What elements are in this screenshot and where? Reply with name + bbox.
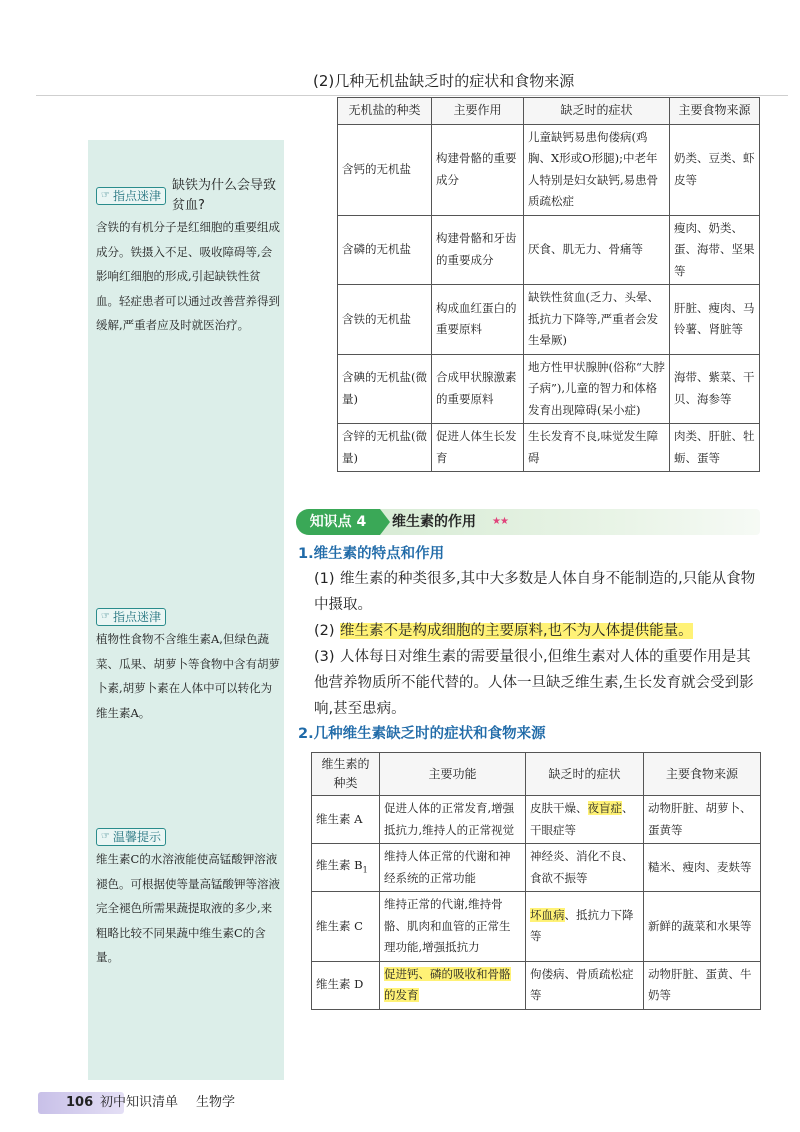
table-cell: 海带、紫菜、干贝、海参等: [670, 354, 760, 424]
point-number: (3): [314, 649, 335, 665]
column-header: 维生素的种类: [312, 753, 380, 796]
tip-tag-label: 温馨提示: [112, 830, 161, 844]
table-cell: [312, 844, 380, 892]
knowledge-point-banner: [296, 509, 760, 535]
table-cell: 促进人体的正常发育,增强抵抗力,维持人的正常视觉: [380, 796, 526, 844]
point-number: (2): [314, 623, 335, 639]
table-cell: 厌食、肌无力、骨痛等: [524, 215, 670, 285]
table-row: [338, 285, 760, 355]
table-row: [312, 844, 761, 892]
tip-iron-anemia: [96, 176, 282, 338]
section-title: (2)几种无机盐缺乏时的症状和食物来源: [313, 72, 575, 90]
table-cell: 含钙的无机盐: [338, 124, 432, 215]
table-cell: 维持正常的代谢,维持骨骼、肌肉和血管的正常生理功能,增强抵抗力: [380, 892, 526, 962]
table-cell: 维生素 A: [312, 796, 380, 844]
tip-vitamin-a: [96, 608, 282, 725]
symptom-highlight: 夜盲症: [587, 801, 622, 815]
symptom-text: 、干眼症等: [530, 801, 634, 837]
column-header: 主要功能: [380, 753, 526, 796]
table-cell: 糙米、瘦肉、麦麸等: [644, 844, 761, 892]
tip-question: 缺铁为什么会导致贫血?: [171, 178, 276, 213]
tip-tag: [96, 828, 166, 846]
table-row: [338, 354, 760, 424]
table-row: [312, 892, 761, 962]
column-header: 主要食物来源: [644, 753, 761, 796]
table-cell: 维生素 D: [312, 961, 380, 1009]
table-cell: 瘦肉、奶类、蛋、海带、坚果等: [670, 215, 760, 285]
pointer-icon: ☞: [101, 611, 110, 622]
table-cell: 肉类、肝脏、牡蛎、蛋等: [670, 424, 760, 472]
point-3: [314, 644, 759, 722]
page-number: 106: [66, 1095, 94, 1110]
book-title: 初中知识清单: [100, 1095, 179, 1110]
column-header: 缺乏时的症状: [526, 753, 644, 796]
point-text: 维生素的种类很多,其中大多数是人体自身不能制造的,只能从食物中摄取。: [314, 571, 756, 613]
column-header: 缺乏时的症状: [524, 98, 670, 125]
table-cell: 含铁的无机盐: [338, 285, 432, 355]
subsection-title: 1.维生素的特点和作用: [298, 546, 445, 562]
difficulty-stars: ★★: [492, 516, 508, 527]
table-cell: 含磷的无机盐: [338, 215, 432, 285]
table-cell: 神经炎、消化不良、食欲不振等: [526, 844, 644, 892]
table-cell: 含碘的无机盐(微量): [338, 354, 432, 424]
table-row: [338, 215, 760, 285]
table-cell: 生长发育不良,味觉发生障碍: [524, 424, 670, 472]
table-cell: 含锌的无机盐(微量): [338, 424, 432, 472]
vitamin-table: [311, 752, 761, 1010]
vitamin-name: 维生素 B: [316, 857, 363, 872]
tip-body: 维生素C的水溶液能使高锰酸钾溶液褪色。可根据使等量高锰酸钾等溶液完全褪色所需果蔬提取液的多少,来粗略比较不同果蔬中维生素C的含量。: [96, 852, 280, 964]
table-cell: [380, 961, 526, 1009]
point-text: 人体每日对维生素的需要量很小,但维生素对人体的重要作用是其他营养物质所不能代替的。人体一旦缺乏维生素,生长发育就会受到影响,甚至患病。: [314, 649, 754, 717]
tip-header: [96, 176, 282, 216]
tip-tag-label: 指点迷津: [112, 189, 161, 203]
table-cell: 肝脏、瘦肉、马铃薯、肾脏等: [670, 285, 760, 355]
table-cell: 动物肝脏、胡萝卜、蛋黄等: [644, 796, 761, 844]
tip-tag: [96, 187, 166, 205]
symptom-highlight: 坏血病: [530, 907, 565, 922]
table-cell: 构建骨骼的重要成分: [432, 124, 524, 215]
table-cell: 维生素 C: [312, 892, 380, 962]
point-number: (1): [314, 571, 335, 587]
table-row: [312, 961, 761, 1009]
tip-tag-label: 指点迷津: [112, 610, 161, 624]
point-text-highlight: 维生素不是构成细胞的主要原料,也不为人体提供能量。: [340, 623, 693, 639]
mineral-table: [337, 97, 760, 472]
table-cell: 合成甲状腺激素的重要原料: [432, 354, 524, 424]
knowledge-point-tag: 知识点 4: [296, 509, 380, 535]
pointer-icon: ☞: [101, 831, 110, 842]
subject-name: 生物学: [196, 1095, 236, 1110]
tip-tag: [96, 608, 166, 626]
column-header: 无机盐的种类: [338, 98, 432, 125]
table-cell: 构成血红蛋白的重要原料: [432, 285, 524, 355]
tip-body: 含铁的有机分子是红细胞的重要组成成分。铁摄入不足、吸收障碍等,会影响红细胞的形成,引起缺铁性贫血。轻症患者可以通过改善营养得到缓解,严重者应及时就医治疗。: [96, 220, 280, 332]
point-1: [314, 566, 759, 618]
knowledge-point-title: 维生素的作用: [392, 514, 476, 530]
table-cell: 维持人体正常的代谢和神经系统的正常功能: [380, 844, 526, 892]
table-header-row: [312, 753, 761, 796]
table-cell: 促进人体生长发育: [432, 424, 524, 472]
table-cell: 缺铁性贫血(乏力、头晕、抵抗力下降等,严重者会发生晕厥): [524, 285, 670, 355]
table-row: [312, 796, 761, 844]
table-row: [338, 424, 760, 472]
tip-vitamin-c: [96, 828, 282, 970]
tip-body: 植物性食物不含维生素A,但绿色蔬菜、瓜果、胡萝卜等食物中含有胡萝卜素,胡萝卜素在人体中可以转化为维生素A。: [96, 632, 280, 720]
table-cell: [526, 892, 644, 962]
symptom-text: 皮肤干燥、: [530, 801, 588, 815]
table-cell: 佝偻病、骨质疏松症等: [526, 961, 644, 1009]
subsection-title: 2.几种维生素缺乏时的症状和食物来源: [298, 726, 546, 742]
vitamin-subscript: 1: [362, 864, 368, 874]
tip-header: [96, 828, 282, 846]
pointer-icon: ☞: [101, 190, 110, 201]
table-cell: 构建骨骼和牙齿的重要成分: [432, 215, 524, 285]
table-cell: 新鲜的蔬菜和水果等: [644, 892, 761, 962]
table-row: [338, 124, 760, 215]
header-rule: [36, 95, 788, 96]
table-cell: 地方性甲状腺肿(俗称“大脖子病”),儿童的智力和体格发育出现障碍(呆小症): [524, 354, 670, 424]
column-header: 主要食物来源: [670, 98, 760, 125]
table-header-row: [338, 98, 760, 125]
table-cell: [526, 796, 644, 844]
tip-header: [96, 608, 282, 626]
point-2: [314, 618, 759, 644]
table-cell: 奶类、豆类、虾皮等: [670, 124, 760, 215]
table-cell: 儿童缺钙易患佝偻病(鸡胸、X形或O形腿);中老年人特别是妇女缺钙,易患骨质疏松症: [524, 124, 670, 215]
symptom-text: 、抵抗力下降等: [530, 907, 634, 944]
function-highlight: 促进钙、磷的吸收和骨骼的发育: [384, 966, 511, 1002]
table-cell: 动物肝脏、蛋黄、牛奶等: [644, 961, 761, 1009]
column-header: 主要作用: [432, 98, 524, 125]
